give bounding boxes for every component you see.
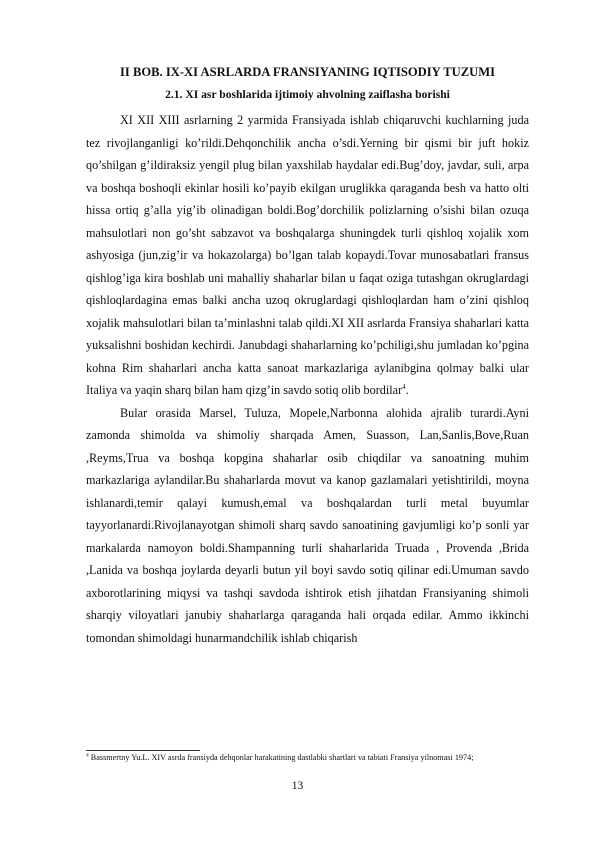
paragraph-2 xyxy=(86,402,529,650)
footnote-divider xyxy=(86,750,200,751)
section-subtitle: 2.1. XI asr boshlarida ijtimoiy ahvolning zaiflasha borishi xyxy=(165,88,450,101)
paragraph-1-text: XI XII XIII asrlarning 2 yarmida Fransiyada ishlab chiqaruvchi kuchlarning juda tez rivojlanganligi ko’rildi.Dehqonchilik ancha o’sdi.Yerning bir qismi bir juft hokiz qo’shilgan g’ildiraksiz yengil plug bilan yaxshilab haydalar edi.Bug’doy, javdar, suli, arpa va boshqa boshoqli ekinlar hosili ko’payib ekilgan uruglikka qaraganda besh va hatto olti hissa ortiq g’alla yig’ib olinadigan boldi.Bog’dorchilik polizlarning o’sishi bilan ozuqa mahsulotlari non go’sht sabzavot va boshqalarga shuningdek turli qishloq xojalik xom ashyosiga (jun,zig’ir va hokazolarga) bo’lgan talab kopaydi.Tovar munosabatlari fransus qishlog’iga kira boshlab uni mahalliy shaharlar bilan u faqat oziga tutashgan okruglardagi qishloqlardagina emas balki ancha uzoq okruglardagi qishloqlardan ham o’zini qishloq xojalik mahsulotlari bilan ta’minlashni talab qildi.XI XII asrlarda Fransiya shaharlari katta yuksalishni boshidan kechirdi. Janubdagi shaharlarning ko’pchiligi,shu jumladan ko’pgina kohna Rim shaharlari ancha katta sanoat markazlariga aylanibgina qolmay balki ular Italiya va yaqin sharq bilan ham qizg’in savdo sotiq olib bordilar xyxy=(86,113,529,397)
paragraph-2-text: Bular orasida Marsel, Tuluza, Mopele,Narbonna alohida ajralib turardi.Ayni zamonda shimolda va shimoliy sharqada Amen, Suasson, Lan,Sanlis,Bove,Ruan ,Reyms,Trua va boshqa kopgina shaharlar osib chiqdilar va sanoatning muhim markazlariga aylandilar.Bu shaharlarda movut va kanop gazlamalari yetishtirildi, moyna ishlanardi,temir qalayi kumush,emal va boshqalardan turli metal buyumlar tayyorlanardi.Rivojlanayotgan shimoli sharq savdo sanoatining gavjumligi ko’p sonli yar markalarda namoyon boldi.Shampanning turli shaharlarida Truada , Provenda ,Brida ,Lanida va boshqa joylarda deyarli butun yil boyi savdo sotiq qilinar edi.Umuman savdo axborotlarining miqysi va tashqi savdoda ishtirok etish jihatdan Fransiyaning shimoli sharqiy viloyatlari janubiy shaharlarga qaraganda hali orqada edilar. Ammo ikkinchi tomondan shimoldagi hunarmandchilik ishlab chiqarish xyxy=(86,405,529,645)
footnote xyxy=(86,753,529,764)
paragraph-1: XI XII XIII asrlarning 2 yarmida Fransiyada ishlab chiqaruvchi kuchlarning juda tez rivojlanganligi ko’rildi.Dehqonchilik ancha o’sdi.Yerning bir qismi bir juft hokiz qo’shilgan g’ildiraksiz yengil plug bilan yaxshilab haydalar edi.Bug’doy, javdar, suli, arpa va boshqa boshoqli ekinlar hosili ko’payib ekilgan uruglikka qaraganda besh va hatto olti hissa ortiq g’alla yig’ib olinadigan boldi.Bog’dorchilik polizlarning o’sishi bilan ozuqa mahsulotlari non go’sht sabzavot va boshqalarga shuningdek turli qishloq xojalik xom ashyosiga (jun,zig’ir va hokazolarga) bo’lgan talab kopaydi.Tovar munosabatlari fransus qishlog’iga kira boshlab uni mahalliy shaharlar bilan u faqat oziga tutashgan okruglardagi qishloqlardagina emas balki ancha uzoq okruglardagi qishloqlardan ham o’zini qishloq xojalik mahsulotlari bilan ta’minlashni talab qildi.XI XII asrlarda Fransiya shaharlari katta yuksalishni boshidan kechirdi. Janubdagi shaharlarning ko’pchiligi,shu jumladan ko’pgina kohna Rim shaharlari ancha katta sanoat markazlariga aylanibgina qolmay balki ular Italiya va yaqin sharq bilan ham qizg’in savdo sotiq olib bordilar$^4$. xyxy=(86,113,529,397)
footnote-reference[interactable]: 4 xyxy=(402,382,406,391)
chapter-title: II BOB. IX-XI ASRLARDA FRANSIYANING IQTISODIY TUZUMI xyxy=(120,65,495,79)
page-number: 13 xyxy=(291,780,304,792)
body-text xyxy=(86,109,529,649)
footnote-text: Bassmertny Yu.L. XIV asrda fransiyda dehqonlar harakatining dastlabki shartlari va tabiati Fransiya yilnomasi 1974; xyxy=(90,753,474,762)
footnote-marker: 4 xyxy=(86,752,89,759)
